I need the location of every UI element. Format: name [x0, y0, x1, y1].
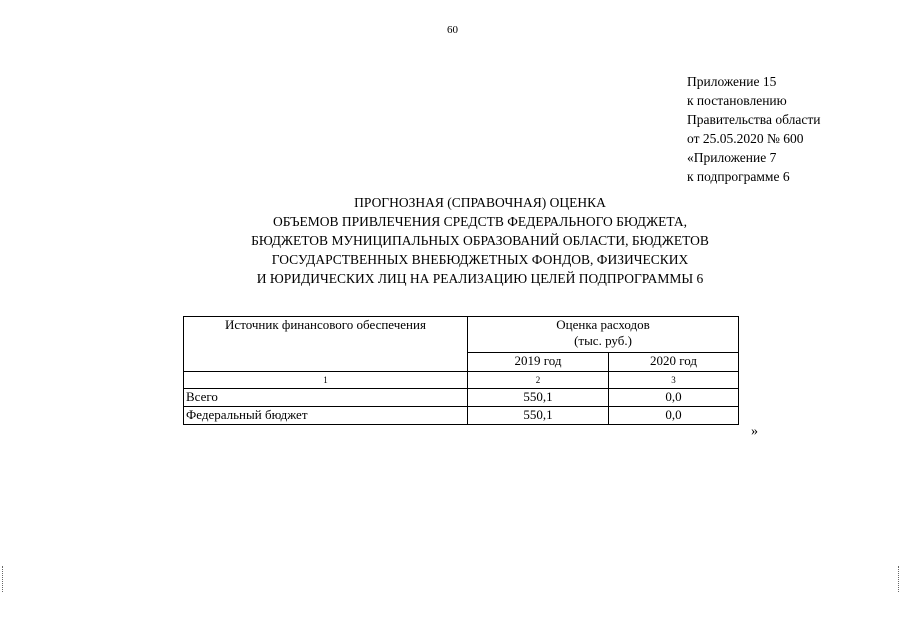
table-row — [184, 407, 739, 425]
row-source: Федеральный бюджет — [184, 407, 468, 425]
title-line: ПРОГНОЗНАЯ (СПРАВОЧНАЯ) ОЦЕНКА — [354, 195, 606, 210]
title-line: БЮДЖЕТОВ МУНИЦИПАЛЬНЫХ ОБРАЗОВАНИЙ ОБЛАСТИ, БЮДЖЕТОВ — [251, 233, 709, 248]
appendix-line: от 25.05.2020 № 600 — [687, 131, 804, 146]
row-value-2020: 0,0 — [609, 407, 739, 425]
right-margin-mark — [898, 566, 903, 592]
estimate-header-title: Оценка расходов — [556, 317, 650, 332]
row-value-2019: 550,1 — [468, 389, 609, 407]
closing-quote: » — [751, 424, 758, 439]
estimate-header-unit: (тыс. руб.) — [574, 333, 632, 348]
table-row — [184, 389, 739, 407]
appendix-line: «Приложение 7 — [687, 150, 777, 165]
column-number: 2 — [468, 372, 609, 389]
title-line: ГОСУДАРСТВЕННЫХ ВНЕБЮДЖЕТНЫХ ФОНДОВ, ФИЗИЧЕСКИХ — [271, 252, 689, 267]
appendix-line: к постановлению — [687, 93, 787, 108]
estimate-column-header — [468, 317, 739, 353]
column-number: 3 — [609, 372, 739, 389]
left-margin-mark — [2, 566, 7, 592]
year-header-2019: 2019 год — [468, 352, 609, 371]
row-value-2020: 0,0 — [609, 389, 739, 407]
appendix-line: к подпрограмме 6 — [687, 169, 790, 184]
row-value-2019: 550,1 — [468, 407, 609, 425]
page-number: 60 — [447, 24, 458, 36]
title-line: И ЮРИДИЧЕСКИХ ЛИЦ НА РЕАЛИЗАЦИЮ ЦЕЛЕЙ ПОДПРОГРАММЫ 6 — [256, 271, 704, 286]
year-header-2020: 2020 год — [609, 352, 739, 371]
budget-estimate-table — [183, 316, 739, 425]
document-title — [120, 193, 840, 288]
title-line: ОБЪЕМОВ ПРИВЛЕЧЕНИЯ СРЕДСТВ ФЕДЕРАЛЬНОГО БЮДЖЕТА, — [272, 214, 688, 229]
source-column-header: Источник финансового обеспечения — [184, 317, 468, 372]
column-number: 1 — [184, 372, 468, 389]
appendix-line: Приложение 15 — [687, 74, 777, 89]
appendix-line: Правительства области — [687, 112, 821, 127]
row-source: Всего — [184, 389, 468, 407]
appendix-reference — [687, 72, 820, 186]
